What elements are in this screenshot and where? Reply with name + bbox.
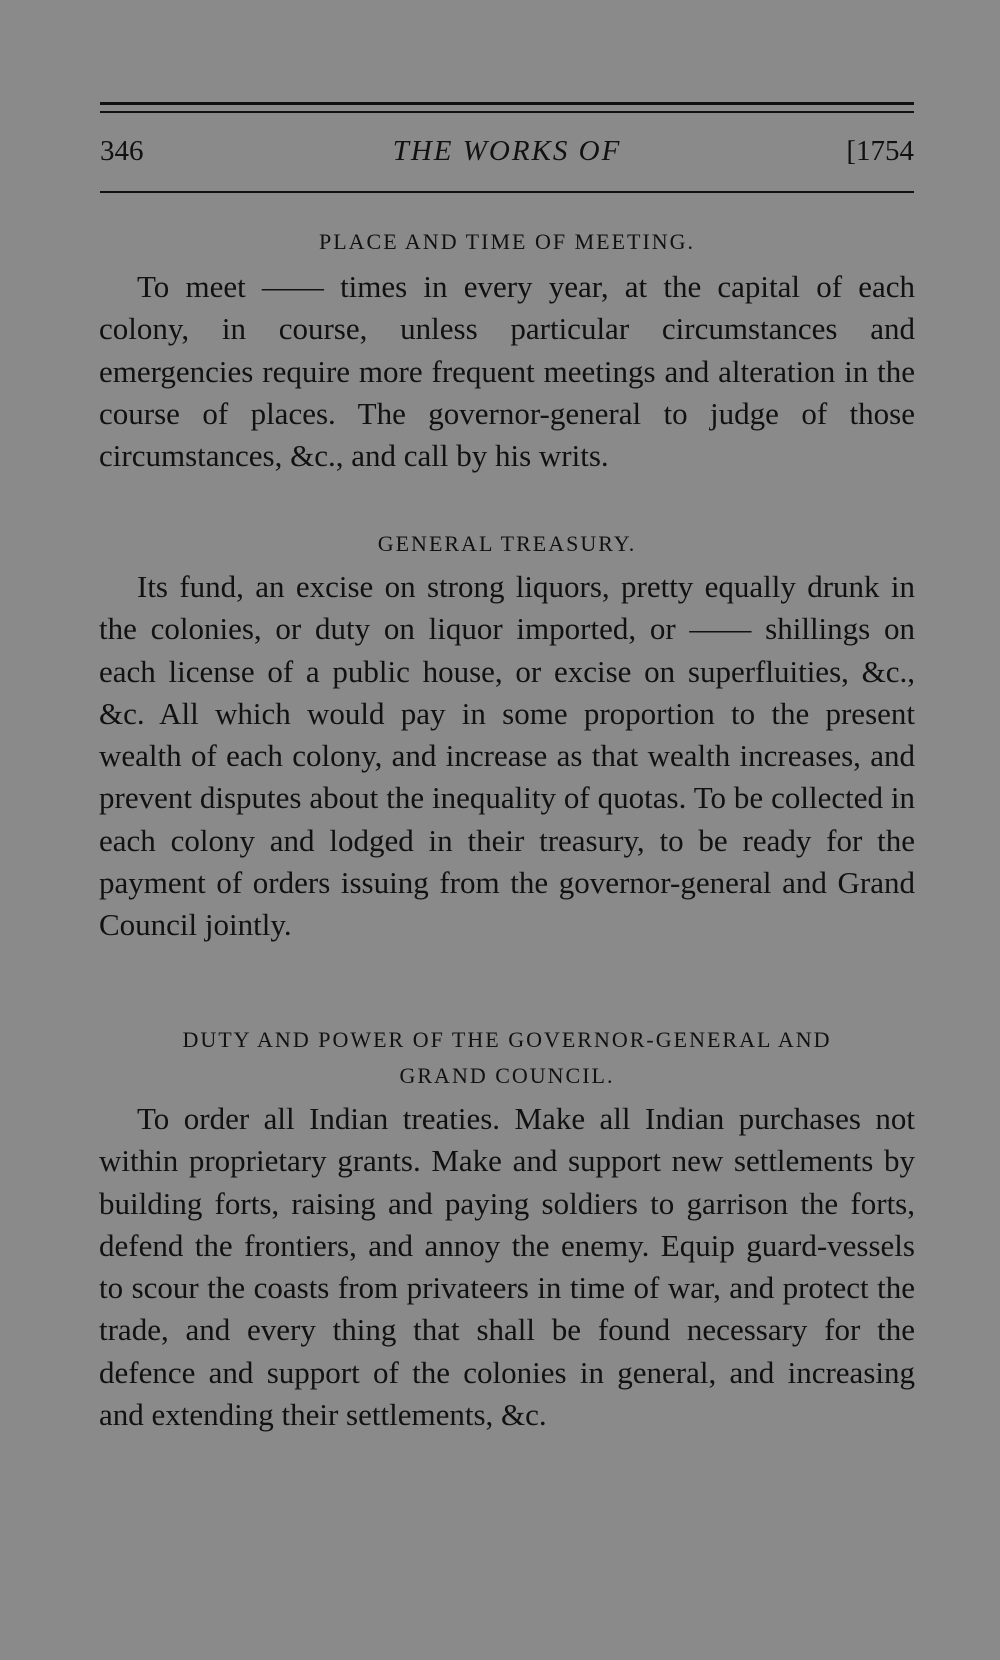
running-title: THE WORKS OF [392,135,622,167]
section-heading: DUTY AND POWER OF THE GOVERNOR-GENERAL AND GRAND COUNCIL. [182,1027,832,1088]
page-year: [1754 [846,135,914,167]
top-double-rule-upper [100,102,914,105]
section-heading: GENERAL TREASURY. [377,531,637,556]
section-paragraph: To order all Indian treaties. Make all Indian purchases not within proprietary grants. Make and support new settlements by building forts, raising and paying soldiers to garrison the forts, defend the frontiers, and annoy the enemy. Equip guard-vessels to scour the coasts from privateers in time of war, and protect the trade, and every thing that shall be found necessary for the defence and support of the colonies in general, and increasing and extending their settlements, &c. [99,1101,915,1433]
section-duty-and-power [99,1022,915,1436]
top-double-rule-lower [100,111,914,113]
running-head [100,135,914,175]
header-rule [100,191,914,193]
section-heading: PLACE AND TIME OF MEETING. [318,229,696,254]
section-paragraph: To meet —— times in every year, at the capital of each colony, in course, unless particular circumstances and emergencies require more frequent meetings and alteration in the course of places. The governor-general to judge of those circumstances, &c., and call by his writs. [99,269,915,474]
section-paragraph: Its fund, an excise on strong liquors, pretty equally drunk in the colonies, or duty on liquor imported, or —— shillings on each license of a public house, or excise on superfluities, &c., &c. All which would pay in some proportion to the present wealth of each colony, and increase as that wealth increases, and prevent disputes about the inequality of quotas. To be collected in each colony and lodged in their treasury, to be ready for the payment of orders issuing from the governor-general and Grand Council jointly. [99,569,915,943]
page-number: 346 [100,135,144,167]
section-general-treasury [99,526,915,947]
section-place-and-time [99,224,915,477]
